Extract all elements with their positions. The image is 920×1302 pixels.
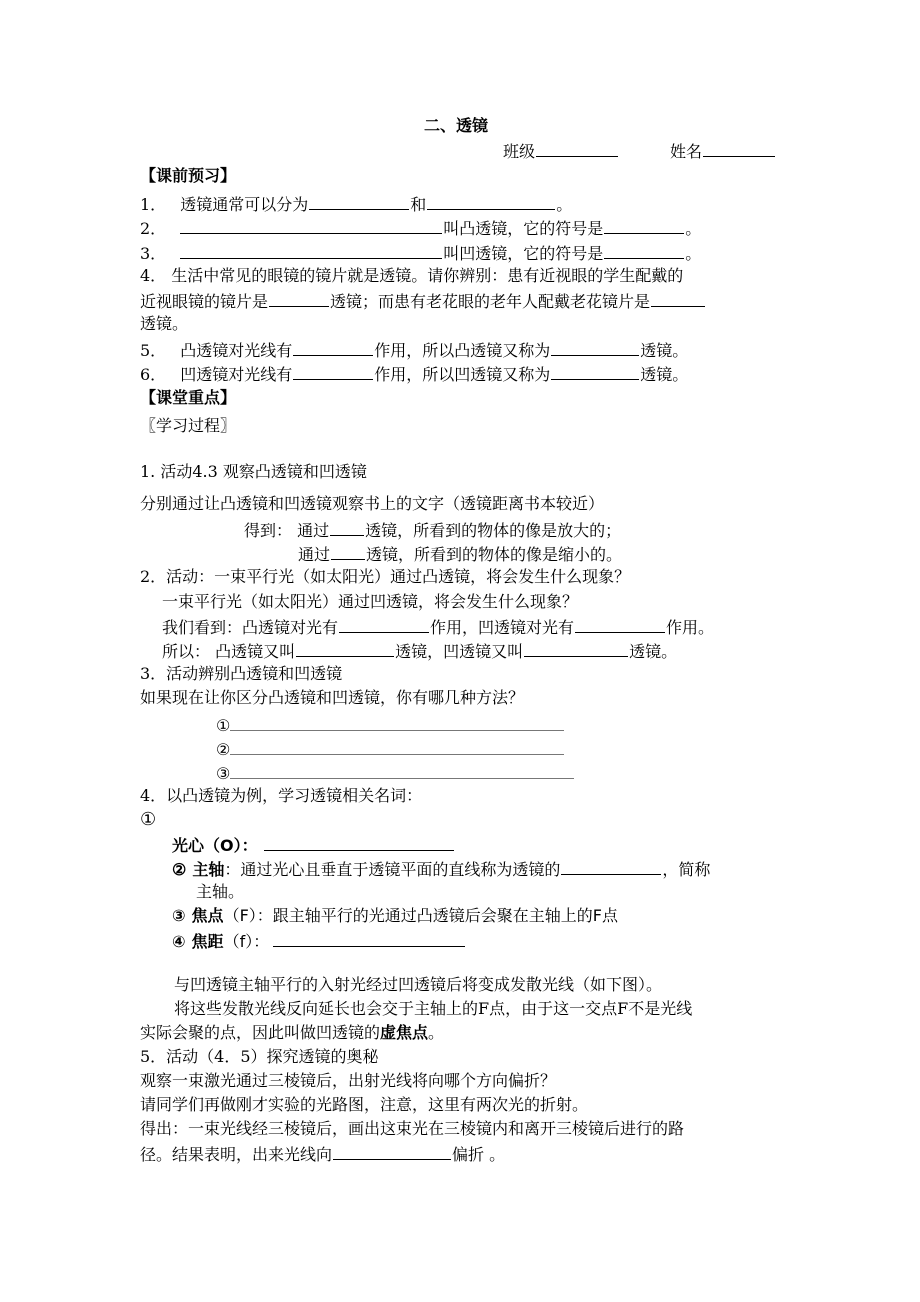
q3-number: 3．: [140, 244, 167, 263]
a2-l4-text-b: 透镜，凹透镜又叫: [395, 642, 524, 661]
q4-text-a: 近视眼镜的镜片是: [140, 292, 269, 311]
method-3-line[interactable]: [230, 762, 574, 779]
preview-q4-line3: 透镜。: [140, 314, 189, 333]
a2-l4-text-a: 所以： 凸透镜又叫: [162, 642, 296, 661]
main-axis-line2: 主轴。: [196, 882, 245, 901]
q3-blank-1[interactable]: [180, 242, 442, 259]
a1-r2-text-a: 通过: [298, 545, 331, 564]
focal-length-label: （f）：: [223, 932, 270, 951]
page-title: 二、透镜: [424, 116, 489, 135]
activity2-line2: 一束平行光（如太阳光）通过凹透镜，将会发生什么现象？: [162, 592, 579, 611]
q5-end: 透镜。: [640, 341, 689, 360]
q2-number: 2．: [140, 219, 167, 238]
term-focus: [172, 906, 618, 928]
q5-text-b: 作用，所以凸透镜又称为: [374, 341, 551, 360]
preview-q4-line1: 4． 生活中常见的眼镜的镜片就是透镜。请你辨别：患有近视眼的学生配戴的: [140, 266, 684, 285]
activity3-question: 如果现在让你区分凸透镜和凹透镜，你有哪几种方法？: [140, 688, 525, 707]
main-axis-term: 主轴: [192, 860, 225, 879]
a5-l4-blank[interactable]: [333, 1143, 451, 1160]
preview-q5: [140, 339, 688, 361]
q1-blank-2[interactable]: [427, 193, 555, 210]
method-1-marker: ①: [216, 716, 231, 735]
a2-l3-text-c: 作用。: [666, 618, 715, 637]
preview-q2: [140, 217, 701, 239]
concave-para-3: [140, 1023, 444, 1045]
activity5-title: 5．活动（4．5）探究透镜的奥秘: [140, 1047, 379, 1066]
a2-l4-blank-1[interactable]: [296, 640, 394, 657]
activity2-title: 2．活动：一束平行光（如太阳光）通过凸透镜，将会发生什么现象？: [140, 567, 631, 586]
a2-l4-text-c: 透镜。: [629, 642, 678, 661]
q5-blank-1[interactable]: [293, 339, 373, 356]
method-2-line[interactable]: [230, 738, 564, 755]
q2-blank-2[interactable]: [604, 217, 684, 234]
class-label: 班级: [503, 142, 536, 161]
a1-r1-blank[interactable]: [330, 519, 364, 536]
method-1-line[interactable]: [230, 714, 564, 731]
q3-blank-2[interactable]: [604, 242, 684, 259]
preview-heading: 【课前预习】: [140, 166, 237, 185]
q5-blank-2[interactable]: [551, 339, 639, 356]
term-main-axis: [172, 858, 710, 880]
a1-r2-blank[interactable]: [331, 543, 365, 560]
q1-number: 1．: [140, 195, 167, 214]
activity1-desc: 分别通过让凸透镜和凹透镜观察书上的文字（透镜距离书本较近）: [140, 494, 605, 513]
name-label: 姓名: [670, 142, 703, 161]
class-blank[interactable]: [536, 140, 618, 157]
class-heading: 【课堂重点】: [140, 388, 237, 407]
q6-blank-1[interactable]: [293, 363, 373, 380]
q6-number: 6．: [140, 365, 167, 384]
q5-number: 5．: [140, 341, 167, 360]
name-field: [670, 140, 776, 162]
focus-number: ③: [172, 906, 186, 925]
virtual-focus-term: 虚焦点: [380, 1023, 429, 1042]
q4-text-b: 透镜；而患有老花眼的老年人配戴老花镜片是: [330, 292, 651, 311]
focal-length-blank[interactable]: [273, 930, 465, 947]
focal-length-number: ④: [172, 932, 186, 951]
concave-para-3-text: 实际会聚的点，因此叫做凹透镜的: [140, 1023, 381, 1042]
preview-q1: [140, 193, 572, 215]
activity5-line1: 观察一束激光通过三棱镜后，出射光线将向哪个方向偏折？: [140, 1071, 557, 1090]
a1-r1-text-a: 得到： 通过: [244, 521, 330, 540]
activity3-title: 3．活动辨别凸透镜和凹透镜: [140, 664, 343, 683]
main-axis-tail: ，简称: [662, 860, 711, 879]
activity1-result2: [298, 543, 622, 565]
q2-blank-1[interactable]: [180, 217, 442, 234]
a5-l4-text-b: 偏折 。: [452, 1145, 506, 1164]
q6-text-b: 作用，所以凹透镜又称为: [374, 365, 551, 384]
q6-end: 透镜。: [640, 365, 689, 384]
method-1: [216, 714, 564, 736]
optical-center-blank[interactable]: [264, 834, 454, 851]
q3-end: 。: [685, 244, 702, 263]
preview-q6: [140, 363, 688, 385]
q6-text-a: 凹透镜对光线有: [180, 365, 293, 384]
a2-l3-blank-2[interactable]: [575, 616, 665, 633]
activity4-title: 4．以凸透镜为例，学习透镜相关名词：: [140, 786, 423, 805]
preview-q4-line2: [140, 290, 706, 312]
a2-l3-text-a: 我们看到：凸透镜对光有: [162, 618, 339, 637]
circle-one: ①: [140, 809, 157, 830]
q4-blank-2[interactable]: [651, 290, 705, 307]
q1-blank-1[interactable]: [309, 193, 409, 210]
term-optical-center: [172, 834, 455, 856]
preview-q3: [140, 242, 701, 264]
method-3-marker: ③: [216, 764, 231, 783]
name-blank[interactable]: [703, 140, 775, 157]
focus-term: 焦点: [191, 906, 224, 925]
class-field: [503, 140, 619, 162]
q1-text: 透镜通常可以分为: [180, 195, 309, 214]
concave-para-1: 与凹透镜主轴平行的入射光经过凹透镜后将变成发散光线（如下图）。: [174, 975, 663, 994]
activity5-line3: 得出：一束光线经三棱镜后，画出这束光在三棱镜内和离开三棱镜后进行的路: [140, 1119, 685, 1138]
activity1-title: 1. 活动4.3 观察凸透镜和凹透镜: [140, 462, 367, 481]
q3-text: 叫凹透镜，它的符号是: [443, 244, 604, 263]
main-axis-def: ：通过光心且垂直于透镜平面的直线称为透镜的: [224, 860, 561, 879]
main-axis-number: ②: [172, 860, 187, 879]
main-axis-blank[interactable]: [561, 858, 661, 875]
activity2-line4: [162, 640, 677, 662]
q2-end: 。: [685, 219, 702, 238]
a2-l4-blank-2[interactable]: [524, 640, 628, 657]
a1-r1-text-b: 透镜，所看到的物体的像是放大的；: [365, 521, 622, 540]
activity2-line3: [162, 616, 714, 638]
process-subheading: 〖学习过程〗: [140, 416, 237, 435]
activity5-line2: 请同学们再做刚才实验的光路图，注意，这里有两次光的折射。: [140, 1095, 589, 1114]
q5-text-a: 凸透镜对光线有: [180, 341, 293, 360]
method-2: [216, 738, 564, 760]
q4-blank-1[interactable]: [269, 290, 329, 307]
term-focal-length: [172, 930, 466, 952]
focal-length-term: 焦距: [191, 932, 224, 951]
q2-text: 叫凸透镜，它的符号是: [443, 219, 604, 238]
method-2-marker: ②: [216, 740, 231, 759]
optical-center-label: 光心（O）：: [172, 836, 258, 855]
method-3: [216, 762, 574, 784]
concave-para-3-end: 。: [428, 1023, 445, 1042]
focus-def: （F）：跟主轴平行的光通过凸透镜后会聚在主轴上的F点: [223, 906, 618, 925]
q1-and: 和: [410, 195, 427, 214]
a2-l3-text-b: 作用，凹透镜对光有: [430, 618, 575, 637]
q6-blank-2[interactable]: [551, 363, 639, 380]
concave-para-2: 将这些发散光线反向延长也会交于主轴上的F点，由于这一交点F不是光线: [174, 999, 693, 1018]
a5-l4-text-a: 径。结果表明，出来光线向: [140, 1145, 333, 1164]
a1-r2-text-b: 透镜，所看到的物体的像是缩小的。: [366, 545, 623, 564]
a2-l3-blank-1[interactable]: [339, 616, 429, 633]
activity5-line4: [140, 1143, 505, 1165]
activity1-result1: [244, 519, 621, 541]
q1-end: 。: [556, 195, 573, 214]
